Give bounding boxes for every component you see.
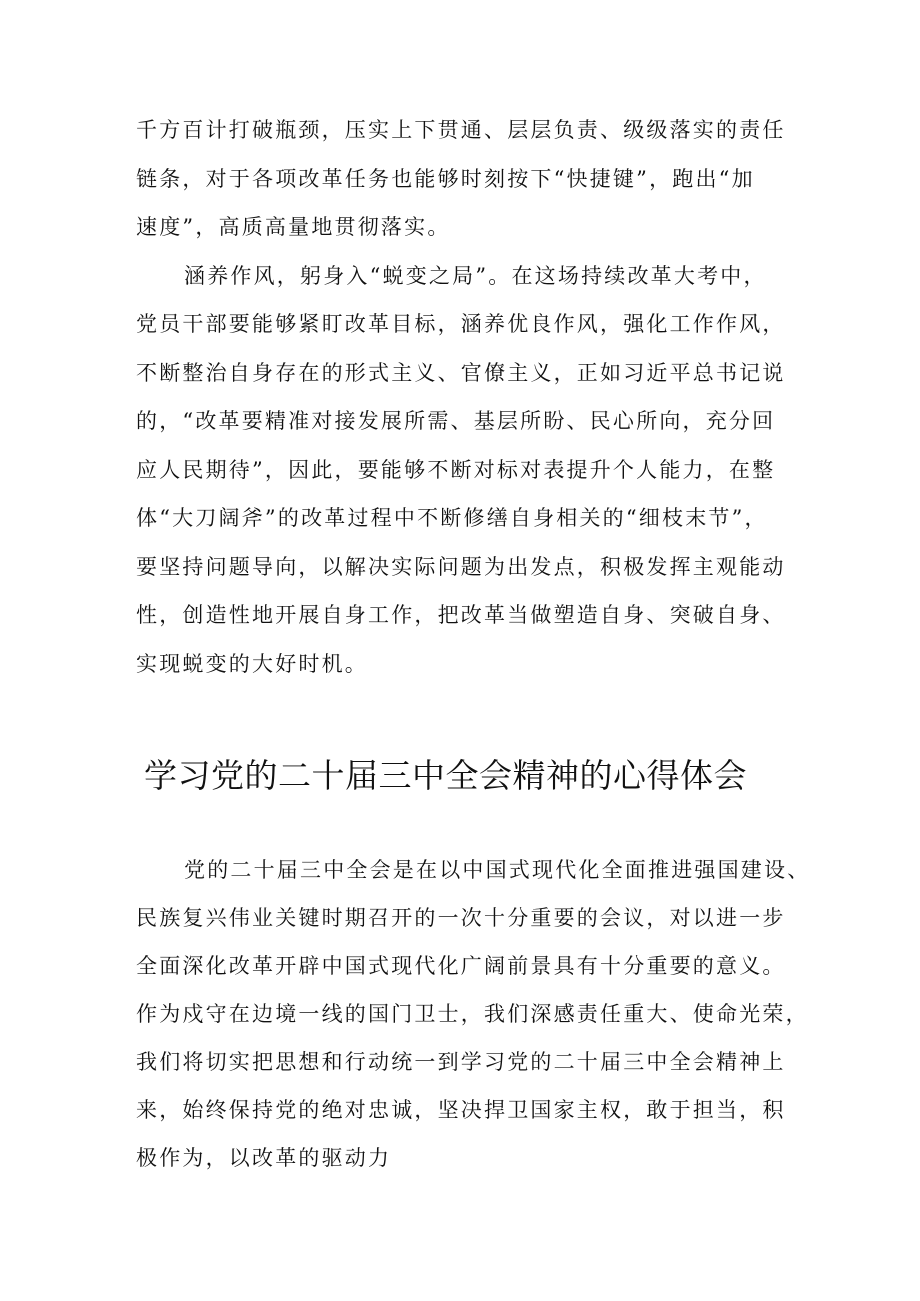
paragraph-line: 千方百计打破瓶颈，压实上下贯通、层层负责、级级落实的责任 xyxy=(136,118,786,142)
paragraph-line: 应人民期待”，因此，要能够不断对标对表提升个人能力，在整 xyxy=(136,458,776,482)
paragraph-line: 不断整治自身存在的形式主义、官僚主义，正如习近平总书记说 xyxy=(136,361,786,385)
paragraph-line: 要坚持问题导向，以解决实际问题为出发点，积极发挥主观能动 xyxy=(136,555,786,579)
paragraph-line: 链条，对于各项改革任务也能够时刻按下“快捷键”，跑出“加 xyxy=(136,167,755,191)
paragraph-line: 性，创造性地开展自身工作，把改革当做塑造自身、突破自身、 xyxy=(136,603,786,627)
paragraph-line: 党的二十届三中全会是在以中国式现代化全面推进强国建设、 xyxy=(184,858,811,882)
paragraph-line: 速度”，高质高量地贯彻落实。 xyxy=(136,215,451,239)
paragraph-line: 作为戍守在边境一线的国门卫士，我们深感责任重大、使命光荣， xyxy=(136,1002,809,1026)
section-title: 学习党的二十届三中全会精神的心得体会 xyxy=(144,756,747,795)
paragraph-line: 民族复兴伟业关键时期召开的一次十分重要的会议，对以进一步 xyxy=(136,906,786,930)
paragraph-line: 体“大刀阔斧”的改革过程中不断修缮自身相关的“细枝末节”， xyxy=(136,506,768,530)
paragraph-line: 党员干部要能够紧盯改革目标，涵养优良作风，强化工作作风， xyxy=(136,312,786,336)
paragraph-line: 涵养作风，躬身入“蜕变之局”。在这场持续改革大考中， xyxy=(184,264,767,288)
paragraph-line: 全面深化改革开辟中国式现代化广阔前景具有十分重要的意义。 xyxy=(136,954,786,978)
paragraph-line: 我们将切实把思想和行动统一到学习党的二十届三中全会精神上 xyxy=(136,1050,786,1074)
paragraph-line: 的，“改革要精准对接发展所需、基层所盼、民心所向，充分回 xyxy=(136,409,776,433)
paragraph-line: 极作为，以改革的驱动力 xyxy=(136,1146,392,1170)
paragraph-line: 来，始终保持党的绝对忠诚，坚决捍卫国家主权，敢于担当，积 xyxy=(136,1098,786,1122)
paragraph-line: 实现蜕变的大好时机。 xyxy=(136,652,368,676)
